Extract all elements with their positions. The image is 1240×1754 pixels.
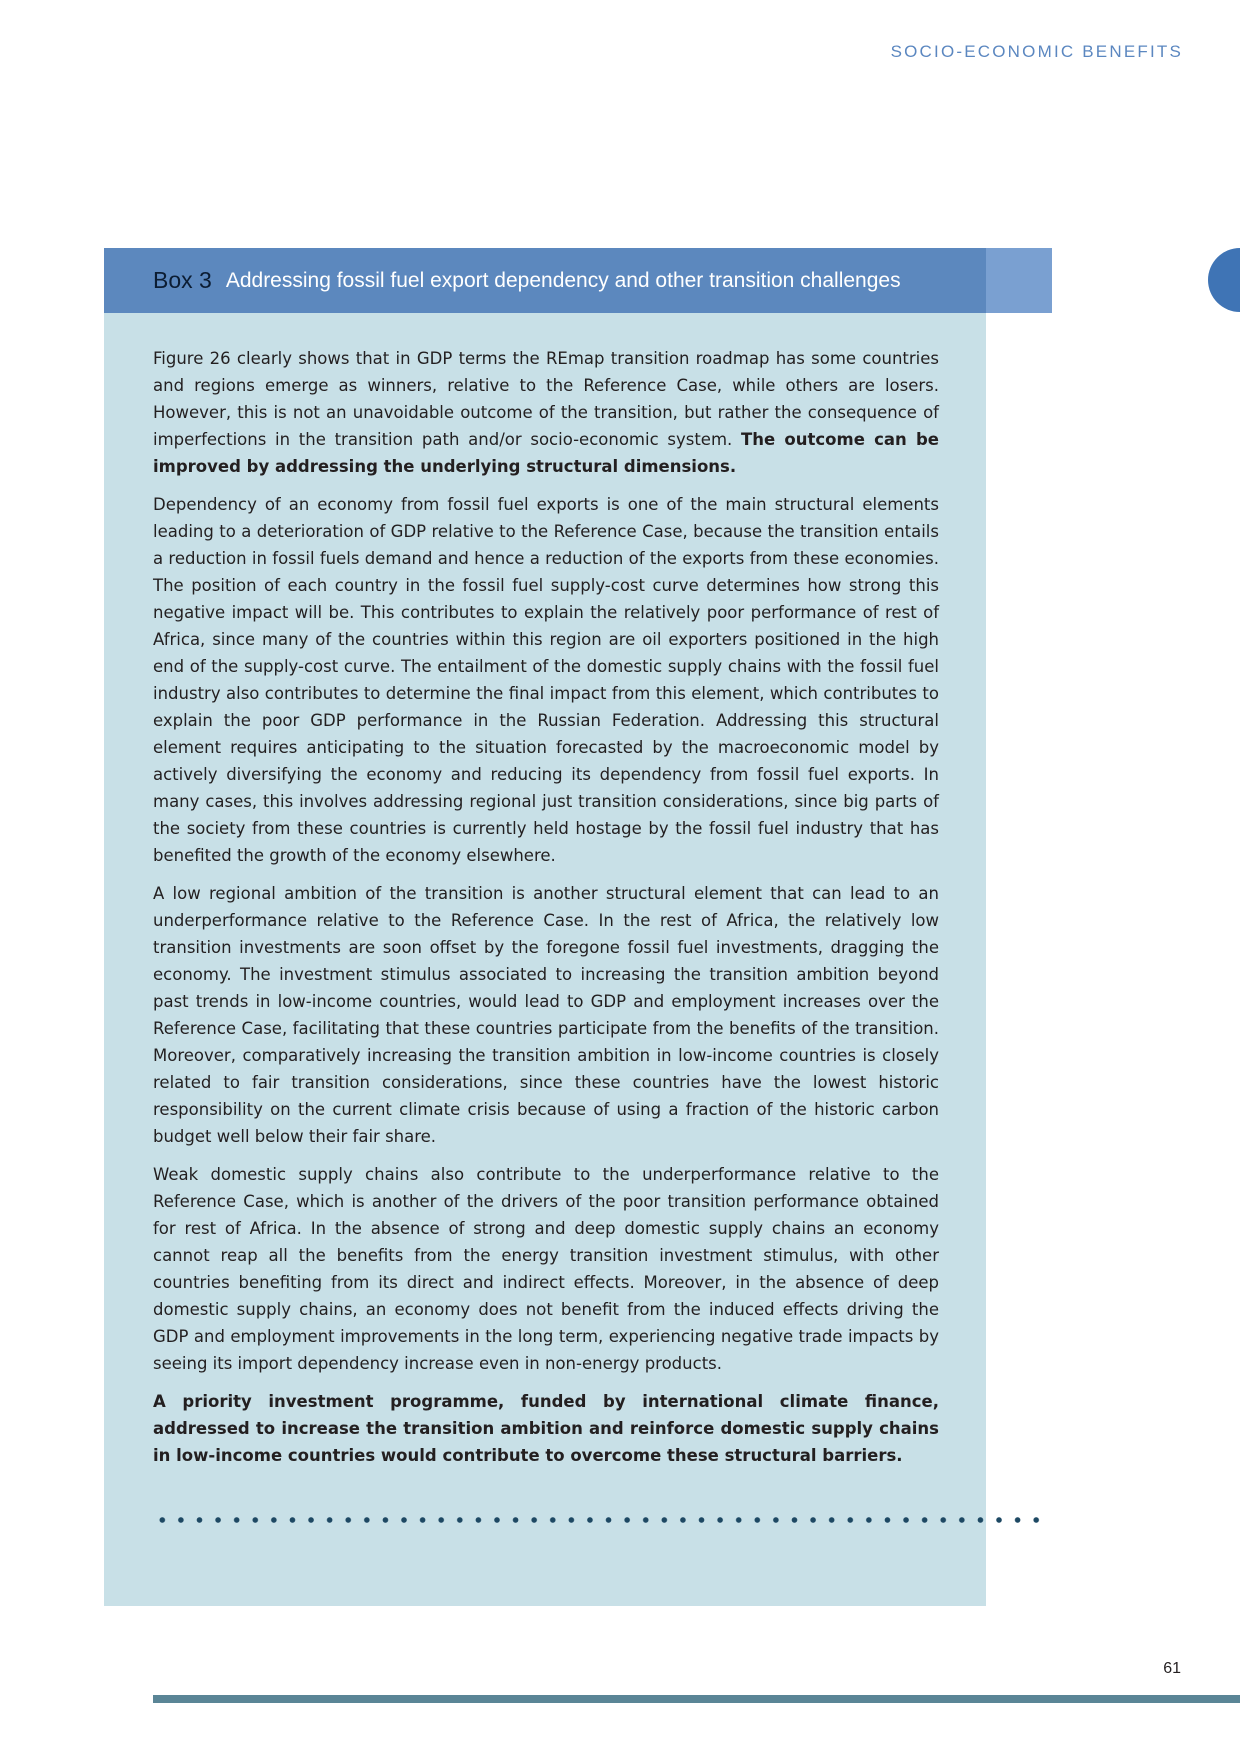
paragraph-3 [153, 880, 939, 1150]
paragraph-4 [153, 1161, 939, 1377]
paragraph-1-text: Figure 26 clearly shows that in GDP terms the REmap transition roadmap has some countries and regions emerge as winners, relative to the Reference Case, while others are losers. However, this is not an unavoidable outcome of the transition, but rather the consequence of imperfections in the transition path and/or socio-economic system. [153, 349, 939, 449]
paragraph-4-text: Weak domestic supply chains also contribute to the underperformance relative to the Reference Case, which is another of the drivers of the poor transition performance obtained for rest of Africa. In the absence of strong and deep domestic supply chains an economy cannot reap all the benefits from the energy transition investment stimulus, with other countries benefiting from its direct and indirect effects. Moreover, in the absence of deep domestic supply chains, an economy does not benefit from the induced effects driving the GDP and employment improvements in the long term, experiencing negative trade impacts by seeing its import dependency increase even in non-energy products. [153, 1165, 939, 1373]
running-head: SOCIO-ECONOMIC BENEFITS [890, 42, 1183, 61]
paragraph-5 [153, 1388, 939, 1469]
paragraph-1 [153, 345, 939, 480]
paragraph-5-emphasis: A priority investment programme, funded by international climate finance, addressed to increase the transition ambition and reinforce domestic supply chains in low-income countries would contribute to overcome these structural barriers. [153, 1392, 939, 1465]
page-number: 61 [1163, 1660, 1181, 1677]
paragraph-3-text: A low regional ambition of the transition is another structural element that can lead to an underperformance relative to the Reference Case. In the rest of Africa, the relatively low transition investments are soon offset by the foregone fossil fuel investments, dragging the economy. The investment stimulus associated to increasing the transition ambition beyond past trends in low-income countries, would lead to GDP and employment increases over the Reference Case, facilitating that these countries participate from the benefits of the transition. Moreover, comparatively increasing the transition ambition in low-income countries is closely related to fair transition considerations, since these countries have the lowest historic responsibility on the current climate crisis because of using a fraction of the historic carbon budget well below their fair share. [153, 884, 939, 1146]
paragraph-2-text: Dependency of an economy from fossil fuel exports is one of the main structural elements leading to a deterioration of GDP relative to the Reference Case, because the transition entails a reduction in fossil fuels demand and hence a reduction of the exports from these economies. The position of each country in the fossil fuel supply-cost curve determines how strong this negative impact will be. This contributes to explain the relatively poor performance of rest of Africa, since many of the countries within this region are oil exporters positioned in the high end of the supply-cost curve. The entailment of the domestic supply chains with the fossil fuel industry also contributes to determine the final impact from this element, which contributes to explain the poor GDP performance in the Russian Federation. Addressing this structural element requires anticipating to the situation forecasted by the macroeconomic model by actively diversifying the economy and reducing its dependency from fossil fuel exports. In many cases, this involves addressing regional just transition considerations, since big parts of the society from these countries is currently held hostage by the fossil fuel industry that has benefited the growth of the economy elsewhere. [153, 495, 939, 865]
chapter-tab-marker [1208, 248, 1240, 312]
paragraph-2 [153, 491, 939, 869]
box-label: Box 3 [153, 267, 212, 293]
box-header-extension [986, 248, 1052, 313]
box-body [153, 345, 939, 1480]
footer-rule [153, 1695, 1240, 1703]
paragraph-1-emphasis: The outcome can be improved by addressing the underlying structural dimensions. [153, 430, 939, 476]
box-title [153, 248, 901, 313]
dotted-separator [153, 1515, 1047, 1525]
box-heading: Addressing fossil fuel export dependency and other transition challenges [225, 268, 901, 292]
